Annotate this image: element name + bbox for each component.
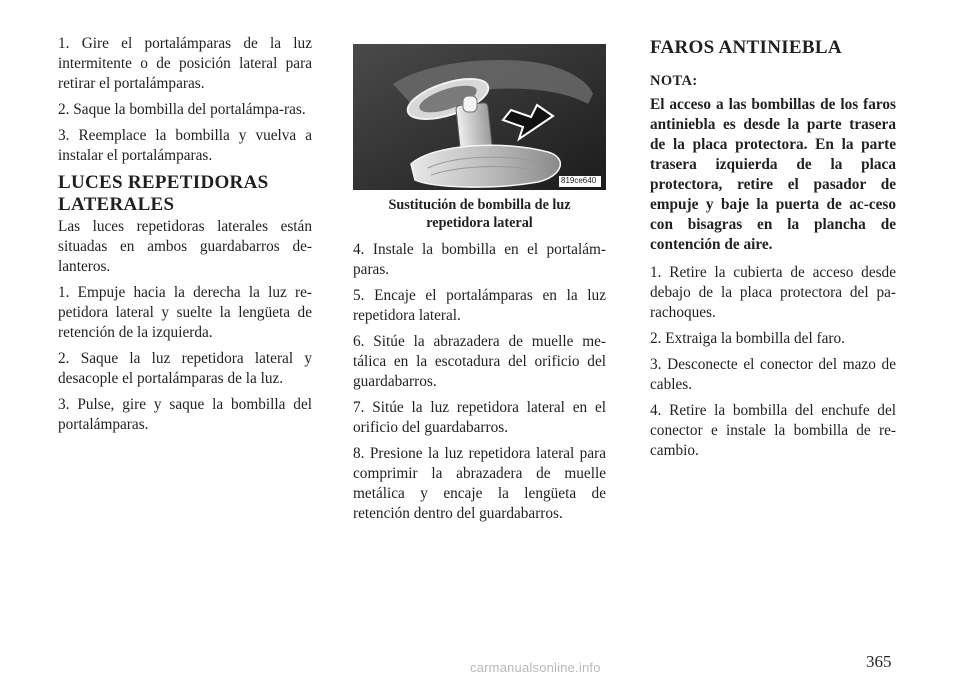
page-number: 365	[866, 652, 892, 671]
step-paragraph: 4. Instale la bombilla en el portalám-paras.	[353, 241, 606, 278]
section-heading-fog-lamps: FAROS ANTINIEBLA	[650, 37, 842, 58]
step-paragraph: 2. Saque la luz repetidora lateral y desacople el portalámparas de la luz.	[58, 350, 312, 387]
side-repeater-illustration	[353, 44, 606, 190]
step-paragraph: 4. Retire la bombilla del enchufe del conector e instale la bombilla de re-cambio.	[650, 402, 896, 459]
step-paragraph: 1. Gire el portalámparas de la luz intermitente o de posición lateral para retirar el portalámparas.	[58, 35, 312, 92]
step-paragraph: 7. Sitúe la luz repetidora lateral en el orificio del guardabarros.	[353, 399, 606, 436]
step-paragraph: 3. Desconecte el conector del mazo de cables.	[650, 356, 896, 393]
section-heading-side-repeaters	[58, 172, 312, 216]
right-column	[650, 34, 896, 467]
caption-line: Sustitución de bombilla de luz	[388, 197, 571, 213]
intro-paragraph: Las luces repetidoras laterales están situadas en ambos guardabarros de-lanteros.	[58, 218, 312, 275]
step-paragraph: 3. Pulse, gire y saque la bombilla del portalámparas.	[58, 396, 312, 433]
heading-line: LATERALES	[58, 194, 175, 215]
step-paragraph: 5. Encaje el portalámparas en la luz repetidora lateral.	[353, 287, 606, 324]
left-column	[58, 34, 312, 441]
step-paragraph: 1. Empuje hacia la derecha la luz re-petidora lateral y suelte la lengüeta de retención de la izquierda.	[58, 284, 312, 341]
step-paragraph: 8. Presione la luz repetidora lateral para comprimir la abrazadera de muelle metálica y encaje la lengüeta de retención dentro del guardabarros.	[353, 445, 606, 522]
caption-line: repetidora lateral	[426, 215, 533, 231]
note-label: NOTA:	[650, 73, 698, 89]
watermark: carmanualsonline.info	[470, 660, 601, 675]
note-body: El acceso a las bombillas de los faros antiniebla es desde la parte trasera de la placa protectora. En la parte trasera izquierda de la placa protectora, retire el pasador de empuje y baje la puerta de ac-ceso con bisagras en la plancha de contención de aire.	[650, 96, 896, 253]
step-paragraph: 1. Retire la cubierta de acceso desde debajo de la placa protectora del pa-rachoques.	[650, 264, 896, 321]
middle-column	[353, 40, 606, 530]
bulb-replacement-figure	[353, 44, 606, 190]
step-paragraph: 6. Sitúe la abrazadera de muelle me-tálica en la escotadura del orificio del guardabarros.	[353, 333, 606, 390]
step-paragraph: 3. Reemplace la bombilla y vuelva a instalar el portalámparas.	[58, 127, 312, 164]
figure-code-label: 819ce640	[561, 176, 597, 185]
figure-caption	[353, 196, 606, 232]
step-paragraph: 2. Saque la bombilla del portalámpa-ras.	[58, 101, 306, 118]
heading-line: LUCES REPETIDORAS	[58, 172, 269, 193]
step-paragraph: 2. Extraiga la bombilla del faro.	[650, 330, 845, 347]
